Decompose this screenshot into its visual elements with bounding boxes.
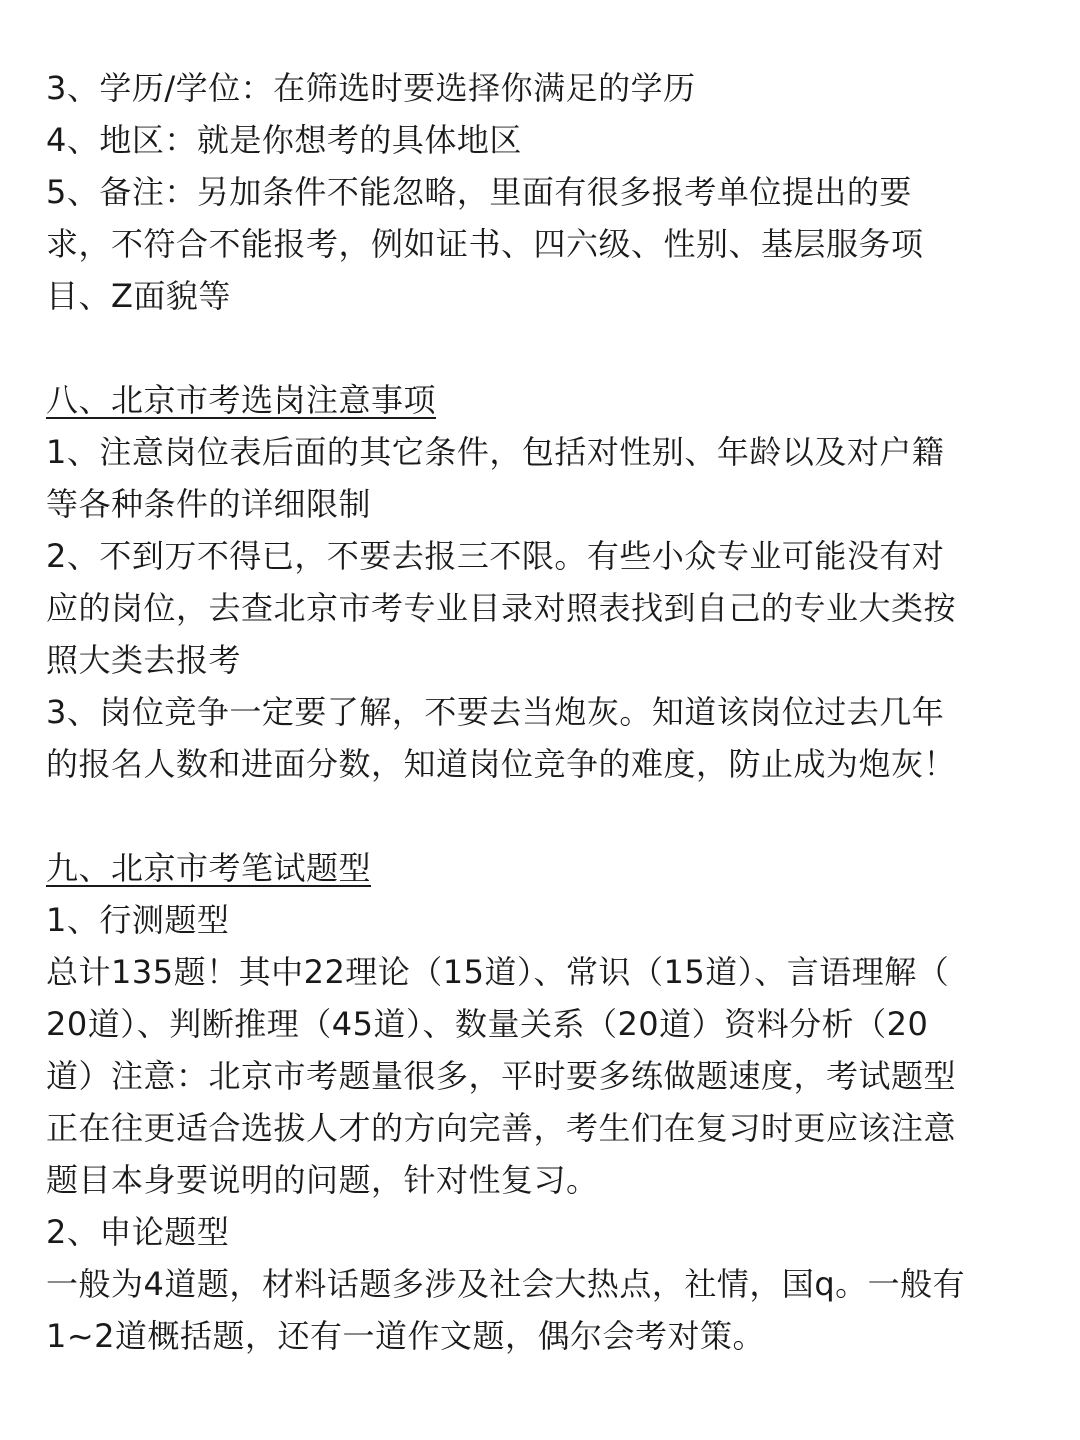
text-line: 等各种条件的详细限制 (46, 485, 372, 523)
paragraph-gap (46, 322, 1040, 374)
text-line: 目、Z面貌等 (46, 277, 231, 315)
text-line: 正在往更适合选拔人才的方向完善，考生们在复习时更应该注意 (46, 1109, 957, 1147)
paragraph-gap (46, 790, 1040, 842)
text-line: 4、地区：就是你想考的具体地区 (46, 121, 522, 159)
text-line: 5、备注：另加条件不能忽略，里面有很多报考单位提出的要 (46, 173, 912, 211)
text-line: 2、不到万不得已，不要去报三不限。有些小众专业可能没有对 (46, 537, 945, 575)
section-heading-9: 九、北京市考笔试题型 (46, 849, 372, 887)
text-line: 题目本身要说明的问题，针对性复习。 (46, 1161, 599, 1199)
text-line: 一般为4道题，材料话题多涉及社会大热点，社情，国q。一般有 (46, 1265, 966, 1303)
text-line: 的报名人数和进面分数，知道岗位竞争的难度，防止成为炮灰！ (46, 745, 957, 783)
text-line: 2、申论题型 (46, 1213, 230, 1251)
text-line: 3、学历/学位：在筛选时要选择你满足的学历 (46, 69, 696, 107)
text-line: 应的岗位，去查北京市考专业目录对照表找到自己的专业大类按 (46, 589, 957, 627)
text-line: 20道）、判断推理（45道）、数量关系（20道）资料分析（20 (46, 1005, 929, 1043)
text-line: 求，不符合不能报考，例如证书、四六级、性别、基层服务项 (46, 225, 924, 263)
document-body (46, 62, 1040, 1362)
text-line: 总计135题！其中22理论（15道）、常识（15道）、言语理解（ (46, 953, 950, 991)
section-heading-8: 八、北京市考选岗注意事项 (46, 381, 437, 419)
text-line: 1、注意岗位表后面的其它条件，包括对性别、年龄以及对户籍 (46, 433, 945, 471)
text-line: 照大类去报考 (46, 641, 242, 679)
text-line: 道）注意：北京市考题量很多，平时要多练做题速度，考试题型 (46, 1057, 957, 1095)
text-line: 3、岗位竞争一定要了解，不要去当炮灰。知道该岗位过去几年 (46, 693, 945, 731)
text-line: 1~2道概括题，还有一道作文题，偶尔会考对策。 (46, 1317, 766, 1355)
text-line: 1、行测题型 (46, 901, 230, 939)
